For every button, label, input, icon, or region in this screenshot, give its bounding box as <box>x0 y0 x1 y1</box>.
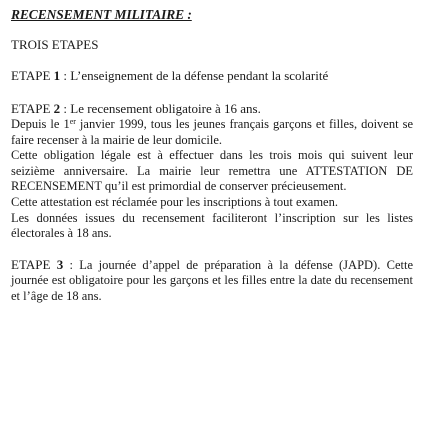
step-1-number: 1 <box>53 68 61 83</box>
document-subtitle: TROIS ETAPES <box>11 37 99 52</box>
step-2-paragraph-1 <box>11 117 413 148</box>
document-title: RECENSEMENT MILITAIRE : <box>11 7 192 22</box>
step-1-heading <box>11 68 413 84</box>
step-2-paragraph-4: Les données issues du recensement faciliteront l’inscription sur les listes électorales à 18 ans. <box>11 210 413 241</box>
step-3-label: ETAPE <box>11 256 51 272</box>
step-2-heading-text: : Le recensement obligatoire à 16 ans. <box>60 101 261 116</box>
step-2-paragraph-1-sup: er <box>69 117 76 126</box>
document-page <box>11 6 413 305</box>
step-1-heading-text: : L’enseignement de la défense pendant la scolarité <box>60 68 329 83</box>
step-2-paragraph-1-post: janvier 1999, tous les jeunes français garçons et filles, doivent se faire recenser à la mairie de leur domicile. <box>11 117 413 147</box>
step-2-label: ETAPE <box>11 101 51 116</box>
step-3-number: 3 <box>56 256 64 272</box>
step-2-paragraph-3: Cette attestation est réclamée pour les inscriptions à tout examen. <box>11 194 338 209</box>
step-3-heading-text: : La journée d’appel de préparation à la défense (JAPD). Cette journée est obligatoire pour les garçons et les filles entre la date du recensement et l’âge de 18 ans. <box>11 257 413 303</box>
step-2 <box>11 101 413 242</box>
step-1-label: ETAPE <box>11 68 51 83</box>
step-3 <box>11 257 413 305</box>
step-2-paragraph-2: Cette obligation légale est à effectuer dans les trois mois qui suivent leur seizième anniversaire. La mairie leur remettra une ATTESTATION DE RECENSEMENT qu’il est primordial de conserver précieusement. <box>11 148 413 194</box>
step-2-heading <box>11 101 413 117</box>
step-3-heading <box>11 257 413 305</box>
step-2-paragraph-1-pre: Depuis le 1 <box>11 117 70 131</box>
step-1 <box>11 68 413 84</box>
step-2-number: 2 <box>53 101 61 116</box>
